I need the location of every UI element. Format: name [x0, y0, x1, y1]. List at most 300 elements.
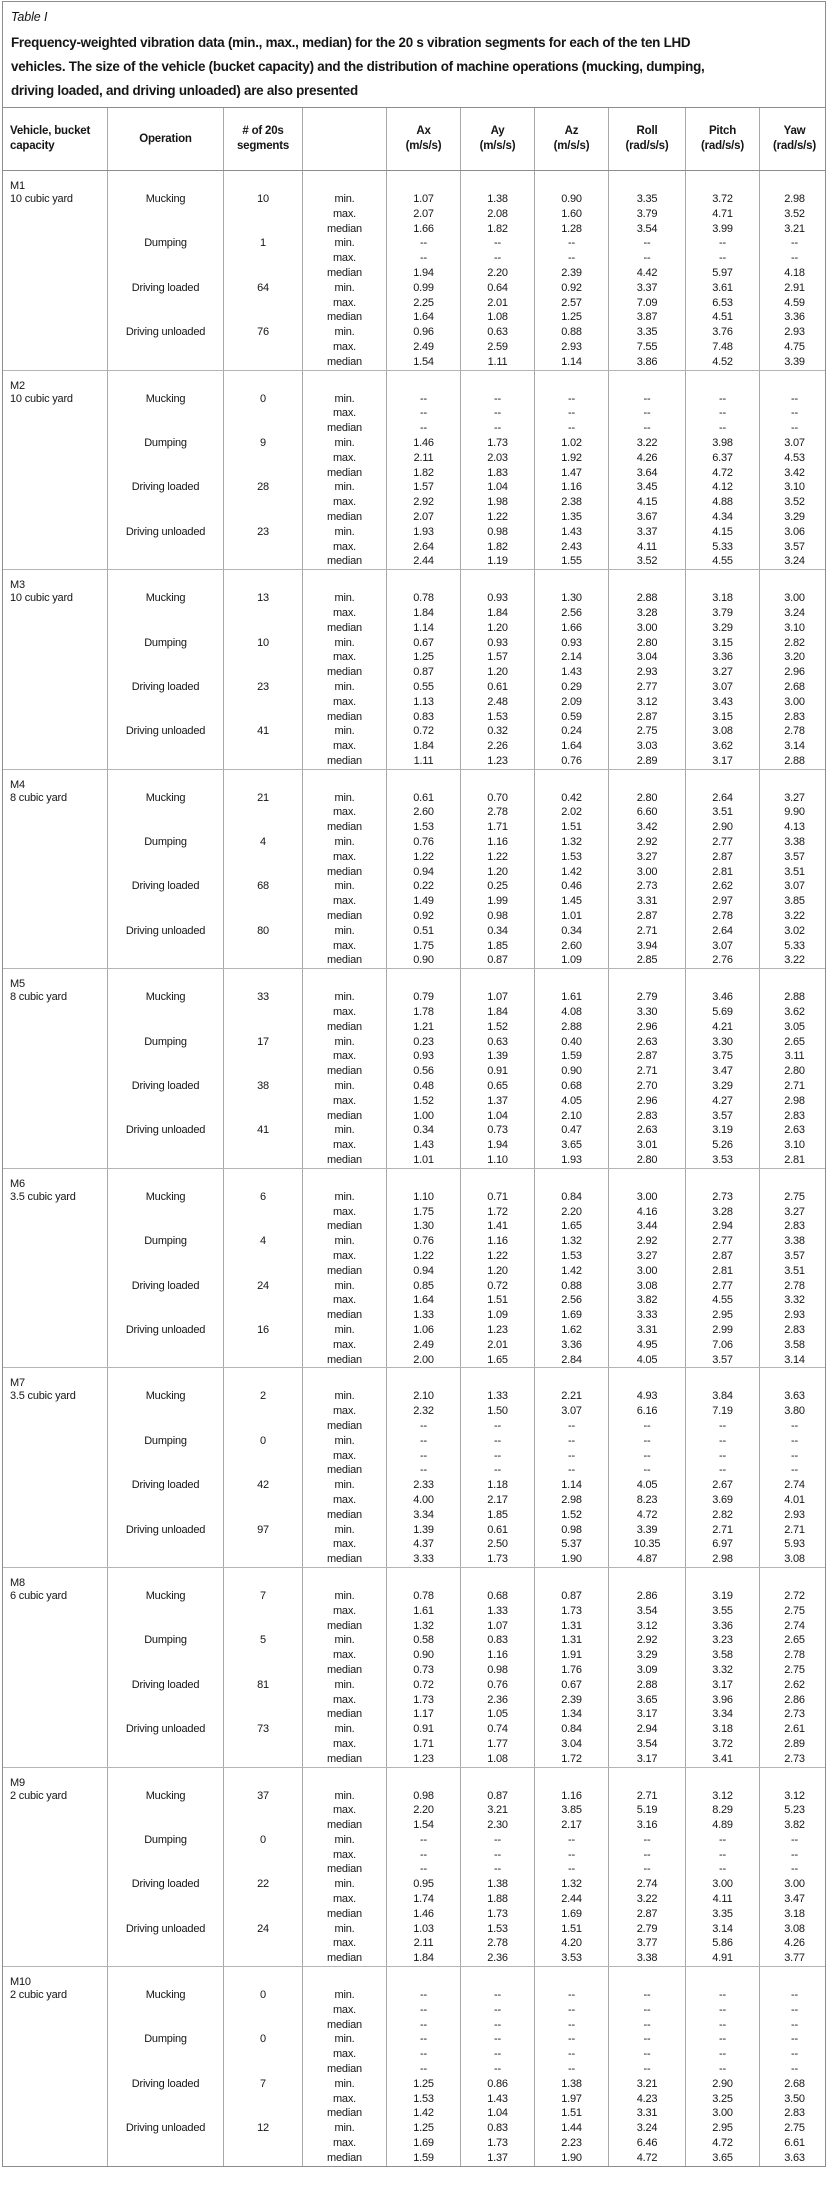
- value-cell: 1.97: [534, 2092, 608, 2107]
- stat-label: min.: [302, 924, 386, 939]
- bucket-capacity: [3, 1619, 107, 1634]
- value-cell: 4.53: [759, 451, 828, 466]
- value-cell: 2.93: [759, 1508, 828, 1523]
- value-cell: 1.10: [386, 1190, 460, 1205]
- stat-label: median: [302, 1308, 386, 1323]
- value-cell: 0.93: [460, 636, 534, 651]
- vehicle-id: M10: [10, 1976, 31, 1989]
- operation-label: Driving loaded: [107, 1877, 223, 1892]
- value-cell: 3.19: [685, 1123, 759, 1138]
- table-row: [3, 1633, 825, 1648]
- value-cell: --: [608, 392, 685, 407]
- value-cell: --: [759, 236, 828, 251]
- bucket-capacity: [3, 680, 107, 695]
- value-cell: 2.74: [759, 1619, 828, 1634]
- value-cell: 3.42: [608, 820, 685, 835]
- value-cell: 0.67: [534, 1678, 608, 1693]
- empty-cell: [685, 1568, 759, 1589]
- table-row: [3, 1523, 825, 1538]
- bucket-capacity: [3, 222, 107, 237]
- value-cell: 0.76: [386, 1234, 460, 1249]
- value-cell: --: [386, 1449, 460, 1464]
- bucket-capacity: [3, 495, 107, 510]
- value-cell: 5.33: [759, 939, 828, 954]
- bucket-capacity: [3, 710, 107, 725]
- value-cell: 1.59: [386, 2151, 460, 2166]
- value-cell: 3.02: [759, 924, 828, 939]
- column-header-yaw: Yaw (rad/s/s): [759, 108, 828, 170]
- value-cell: 4.72: [608, 2151, 685, 2166]
- vehicle-block: [3, 1168, 825, 1368]
- value-cell: 2.78: [460, 805, 534, 820]
- stat-label: min.: [302, 1434, 386, 1449]
- column-header-ax: Ax (m/s/s): [386, 108, 460, 170]
- empty-cell: [107, 570, 223, 591]
- value-cell: 1.43: [534, 665, 608, 680]
- value-cell: 3.54: [608, 1604, 685, 1619]
- segment-count: [223, 1293, 302, 1308]
- segment-count: [223, 1049, 302, 1064]
- value-cell: 1.83: [460, 466, 534, 481]
- value-cell: 2.87: [608, 1907, 685, 1922]
- value-cell: 3.65: [608, 1693, 685, 1708]
- value-cell: 1.69: [534, 1308, 608, 1323]
- value-cell: 1.28: [534, 222, 608, 237]
- empty-cell: [460, 770, 534, 791]
- value-cell: 3.12: [759, 1789, 828, 1804]
- value-cell: --: [685, 2062, 759, 2077]
- segment-count: [223, 1803, 302, 1818]
- vehicle-block: [3, 171, 825, 370]
- value-cell: 1.16: [460, 1648, 534, 1663]
- stat-label: max.: [302, 1737, 386, 1752]
- value-cell: 2.80: [608, 791, 685, 806]
- value-cell: 0.86: [460, 2077, 534, 2092]
- value-cell: 1.42: [534, 1264, 608, 1279]
- empty-cell: [608, 1568, 685, 1589]
- value-cell: 1.99: [460, 894, 534, 909]
- operation-label: [107, 1663, 223, 1678]
- value-cell: 3.00: [759, 1877, 828, 1892]
- value-cell: 5.93: [759, 1537, 828, 1552]
- stat-label: max.: [302, 251, 386, 266]
- value-cell: 1.14: [386, 621, 460, 636]
- bucket-capacity: [3, 1234, 107, 1249]
- value-cell: --: [759, 1833, 828, 1848]
- empty-cell: [759, 1768, 828, 1789]
- table-row: [3, 1988, 825, 2003]
- value-cell: 1.73: [460, 1907, 534, 1922]
- segment-count: [223, 495, 302, 510]
- stat-label: min.: [302, 480, 386, 495]
- segment-count: [223, 1707, 302, 1722]
- operation-label: [107, 606, 223, 621]
- stat-label: median: [302, 865, 386, 880]
- value-cell: 1.00: [386, 1109, 460, 1124]
- value-cell: 3.22: [759, 953, 828, 968]
- segment-count: 33: [223, 990, 302, 1005]
- segment-count: [223, 1693, 302, 1708]
- vehicle-block: [3, 569, 825, 769]
- table-row: [3, 835, 825, 850]
- bucket-capacity: [3, 1848, 107, 1863]
- bucket-capacity: [3, 1707, 107, 1722]
- value-cell: 3.30: [608, 1005, 685, 1020]
- value-cell: 1.77: [460, 1737, 534, 1752]
- value-cell: --: [608, 1419, 685, 1434]
- value-cell: 3.38: [608, 1951, 685, 1966]
- vehicle-id: M1: [10, 180, 25, 192]
- value-cell: 3.94: [608, 939, 685, 954]
- table-row: [3, 495, 825, 510]
- operation-label: Driving unloaded: [107, 1323, 223, 1338]
- stat-label: min.: [302, 1523, 386, 1538]
- stat-label: min.: [302, 1234, 386, 1249]
- value-cell: 0.46: [534, 879, 608, 894]
- value-cell: 2.71: [685, 1523, 759, 1538]
- stat-label: max.: [302, 2092, 386, 2107]
- table-row: [3, 1604, 825, 1619]
- value-cell: 2.49: [386, 340, 460, 355]
- bucket-capacity: [3, 251, 107, 266]
- value-cell: 2.89: [759, 1737, 828, 1752]
- value-cell: 3.11: [759, 1049, 828, 1064]
- segment-count: 37: [223, 1789, 302, 1804]
- value-cell: 4.59: [759, 296, 828, 311]
- value-cell: --: [608, 1434, 685, 1449]
- stat-label: median: [302, 466, 386, 481]
- value-cell: 3.39: [759, 355, 828, 370]
- table-row: [3, 1404, 825, 1419]
- value-cell: 2.73: [759, 1752, 828, 1767]
- table-row: [3, 1722, 825, 1737]
- value-cell: 6.61: [759, 2136, 828, 2151]
- value-cell: 2.97: [685, 894, 759, 909]
- empty-cell: [685, 371, 759, 392]
- segment-count: 81: [223, 1678, 302, 1693]
- value-cell: 3.45: [608, 480, 685, 495]
- operation-label: [107, 850, 223, 865]
- vehicle-id-row: [3, 969, 825, 990]
- bucket-capacity: [3, 2121, 107, 2136]
- value-cell: 0.85: [386, 1279, 460, 1294]
- value-cell: --: [608, 2062, 685, 2077]
- operation-label: [107, 939, 223, 954]
- bucket-capacity: [3, 1892, 107, 1907]
- bucket-capacity: [3, 1449, 107, 1464]
- value-cell: 3.09: [608, 1663, 685, 1678]
- value-cell: 0.76: [460, 1678, 534, 1693]
- segment-count: [223, 939, 302, 954]
- value-cell: --: [460, 421, 534, 436]
- value-cell: 1.07: [386, 192, 460, 207]
- value-cell: 1.33: [386, 1308, 460, 1323]
- value-cell: 1.17: [386, 1707, 460, 1722]
- empty-cell: [302, 969, 386, 990]
- value-cell: 2.82: [759, 636, 828, 651]
- value-cell: --: [534, 1434, 608, 1449]
- value-cell: 0.73: [386, 1663, 460, 1678]
- value-cell: 3.21: [608, 2077, 685, 2092]
- empty-cell: [302, 1967, 386, 1988]
- value-cell: 1.25: [386, 650, 460, 665]
- stat-label: max.: [302, 606, 386, 621]
- value-cell: --: [608, 251, 685, 266]
- table-row: [3, 325, 825, 340]
- operation-label: [107, 754, 223, 769]
- value-cell: 4.26: [608, 451, 685, 466]
- operation-label: Driving unloaded: [107, 1123, 223, 1138]
- bucket-capacity: [3, 325, 107, 340]
- value-cell: 2.80: [759, 1064, 828, 1079]
- segment-count: 41: [223, 1123, 302, 1138]
- value-cell: 1.23: [460, 754, 534, 769]
- bucket-capacity: [3, 1818, 107, 1833]
- segment-count: [223, 1419, 302, 1434]
- value-cell: 1.69: [534, 1907, 608, 1922]
- segment-count: 68: [223, 879, 302, 894]
- operation-label: [107, 695, 223, 710]
- bucket-capacity: [3, 1922, 107, 1937]
- value-cell: 3.99: [685, 222, 759, 237]
- value-cell: 3.72: [685, 192, 759, 207]
- segment-count: [223, 251, 302, 266]
- bucket-capacity: [3, 850, 107, 865]
- bucket-capacity: [3, 1478, 107, 1493]
- operation-label: [107, 1537, 223, 1552]
- value-cell: 2.77: [685, 1234, 759, 1249]
- value-cell: --: [759, 2032, 828, 2047]
- value-cell: 1.32: [534, 835, 608, 850]
- value-cell: 7.09: [608, 296, 685, 311]
- value-cell: 2.83: [759, 1323, 828, 1338]
- operation-label: [107, 1493, 223, 1508]
- stat-label: median: [302, 621, 386, 636]
- value-cell: --: [386, 2018, 460, 2033]
- empty-cell: [608, 770, 685, 791]
- value-cell: 3.10: [759, 621, 828, 636]
- value-cell: --: [534, 2062, 608, 2077]
- stat-label: min.: [302, 1678, 386, 1693]
- value-cell: 1.19: [460, 554, 534, 569]
- value-cell: 0.63: [460, 1035, 534, 1050]
- value-cell: 3.12: [608, 1619, 685, 1634]
- value-cell: --: [608, 236, 685, 251]
- empty-cell: [223, 969, 302, 990]
- table-row: [3, 1323, 825, 1338]
- operation-label: [107, 451, 223, 466]
- value-cell: 0.56: [386, 1064, 460, 1079]
- value-cell: 1.21: [386, 1020, 460, 1035]
- bucket-capacity: [3, 1523, 107, 1538]
- value-cell: 0.87: [534, 1589, 608, 1604]
- value-cell: 2.81: [685, 865, 759, 880]
- value-cell: 2.89: [608, 754, 685, 769]
- empty-cell: [386, 570, 460, 591]
- stat-label: min.: [302, 392, 386, 407]
- value-cell: 1.72: [460, 1205, 534, 1220]
- empty-cell: [107, 770, 223, 791]
- value-cell: 1.32: [386, 1619, 460, 1634]
- value-cell: 3.22: [759, 909, 828, 924]
- value-cell: 3.84: [685, 1389, 759, 1404]
- value-cell: --: [386, 2047, 460, 2062]
- empty-cell: [386, 1169, 460, 1190]
- operation-label: [107, 310, 223, 325]
- operation-label: Driving loaded: [107, 1678, 223, 1693]
- value-cell: 0.59: [534, 710, 608, 725]
- stat-label: median: [302, 1907, 386, 1922]
- operation-label: [107, 466, 223, 481]
- value-cell: 3.30: [685, 1035, 759, 1050]
- value-cell: 3.08: [608, 1279, 685, 1294]
- segment-count: 0: [223, 1833, 302, 1848]
- value-cell: --: [386, 1833, 460, 1848]
- operation-label: [107, 1005, 223, 1020]
- bucket-capacity: [3, 466, 107, 481]
- bucket-capacity: [3, 1353, 107, 1368]
- value-cell: --: [386, 421, 460, 436]
- value-cell: 3.79: [685, 606, 759, 621]
- segment-count: [223, 310, 302, 325]
- bucket-capacity: [3, 1079, 107, 1094]
- operation-label: [107, 909, 223, 924]
- value-cell: 2.02: [534, 805, 608, 820]
- value-cell: 3.32: [685, 1663, 759, 1678]
- value-cell: 7.55: [608, 340, 685, 355]
- segment-count: 13: [223, 591, 302, 606]
- value-cell: 1.59: [534, 1049, 608, 1064]
- value-cell: 3.19: [685, 1589, 759, 1604]
- value-cell: 1.23: [460, 1323, 534, 1338]
- value-cell: 2.30: [460, 1818, 534, 1833]
- bucket-capacity: [3, 340, 107, 355]
- value-cell: 2.32: [386, 1404, 460, 1419]
- value-cell: 1.84: [386, 1951, 460, 1966]
- value-cell: 2.87: [608, 710, 685, 725]
- table-row: [3, 1877, 825, 1892]
- value-cell: --: [608, 1463, 685, 1478]
- value-cell: --: [685, 1419, 759, 1434]
- value-cell: --: [759, 2062, 828, 2077]
- empty-cell: [302, 171, 386, 192]
- value-cell: 1.20: [460, 865, 534, 880]
- stat-label: max.: [302, 1094, 386, 1109]
- value-cell: 1.13: [386, 695, 460, 710]
- empty-cell: [107, 1368, 223, 1389]
- table-row: [3, 192, 825, 207]
- bucket-capacity: [3, 1463, 107, 1478]
- value-cell: 2.98: [759, 1094, 828, 1109]
- value-cell: 3.42: [759, 466, 828, 481]
- value-cell: 1.94: [460, 1138, 534, 1153]
- segment-count: [223, 1308, 302, 1323]
- value-cell: 1.62: [534, 1323, 608, 1338]
- value-cell: 1.49: [386, 894, 460, 909]
- segment-count: [223, 1552, 302, 1567]
- operation-label: [107, 1153, 223, 1168]
- bucket-capacity: [3, 1722, 107, 1737]
- operation-label: [107, 650, 223, 665]
- empty-cell: [534, 969, 608, 990]
- stat-label: max.: [302, 1404, 386, 1419]
- operation-label: [107, 421, 223, 436]
- empty-cell: [608, 1169, 685, 1190]
- stat-label: max.: [302, 1049, 386, 1064]
- empty-cell: [685, 1169, 759, 1190]
- value-cell: 0.73: [460, 1123, 534, 1138]
- value-cell: 3.29: [759, 510, 828, 525]
- value-cell: 0.32: [460, 724, 534, 739]
- table-row: [3, 1064, 825, 1079]
- bucket-capacity: [3, 1633, 107, 1648]
- bucket-capacity: [3, 296, 107, 311]
- operation-label: [107, 495, 223, 510]
- empty-cell: [608, 1768, 685, 1789]
- segment-count: [223, 1951, 302, 1966]
- value-cell: 1.51: [534, 1922, 608, 1937]
- value-cell: 3.80: [759, 1404, 828, 1419]
- operation-label: [107, 406, 223, 421]
- value-cell: 1.33: [460, 1604, 534, 1619]
- segment-count: [223, 2151, 302, 2166]
- table-row: [3, 591, 825, 606]
- value-cell: --: [534, 2018, 608, 2033]
- value-cell: 3.77: [608, 1936, 685, 1951]
- table-row: [3, 2106, 825, 2121]
- value-cell: 3.05: [759, 1020, 828, 1035]
- value-cell: 2.77: [685, 1279, 759, 1294]
- value-cell: 1.73: [460, 1552, 534, 1567]
- value-cell: --: [460, 2032, 534, 2047]
- operation-label: Mucking: [107, 1589, 223, 1604]
- empty-cell: [386, 1967, 460, 1988]
- value-cell: 2.78: [759, 724, 828, 739]
- segment-count: 23: [223, 680, 302, 695]
- value-cell: 1.41: [460, 1219, 534, 1234]
- value-cell: 3.96: [685, 1693, 759, 1708]
- value-cell: 2.92: [608, 1234, 685, 1249]
- value-cell: 3.00: [759, 591, 828, 606]
- value-cell: 3.41: [685, 1752, 759, 1767]
- bucket-capacity: [3, 310, 107, 325]
- segment-count: [223, 1020, 302, 1035]
- operation-label: [107, 207, 223, 222]
- value-cell: 3.25: [685, 2092, 759, 2107]
- empty-cell: [759, 969, 828, 990]
- segment-count: [223, 1219, 302, 1234]
- bucket-capacity: [3, 2018, 107, 2033]
- value-cell: 2.07: [386, 207, 460, 222]
- stat-label: median: [302, 1353, 386, 1368]
- stat-label: min.: [302, 791, 386, 806]
- value-cell: --: [460, 1434, 534, 1449]
- stat-label: median: [302, 710, 386, 725]
- table-row: [3, 1552, 825, 1567]
- value-cell: 4.12: [685, 480, 759, 495]
- table-row: [3, 1892, 825, 1907]
- value-cell: 1.55: [534, 554, 608, 569]
- table-row: [3, 1678, 825, 1693]
- bucket-capacity: [3, 606, 107, 621]
- operation-label: [107, 1020, 223, 1035]
- value-cell: 2.95: [685, 2121, 759, 2136]
- stat-label: median: [302, 909, 386, 924]
- empty-cell: [685, 171, 759, 192]
- value-cell: 2.84: [534, 1353, 608, 1368]
- bucket-capacity: [3, 1508, 107, 1523]
- value-cell: 1.84: [460, 606, 534, 621]
